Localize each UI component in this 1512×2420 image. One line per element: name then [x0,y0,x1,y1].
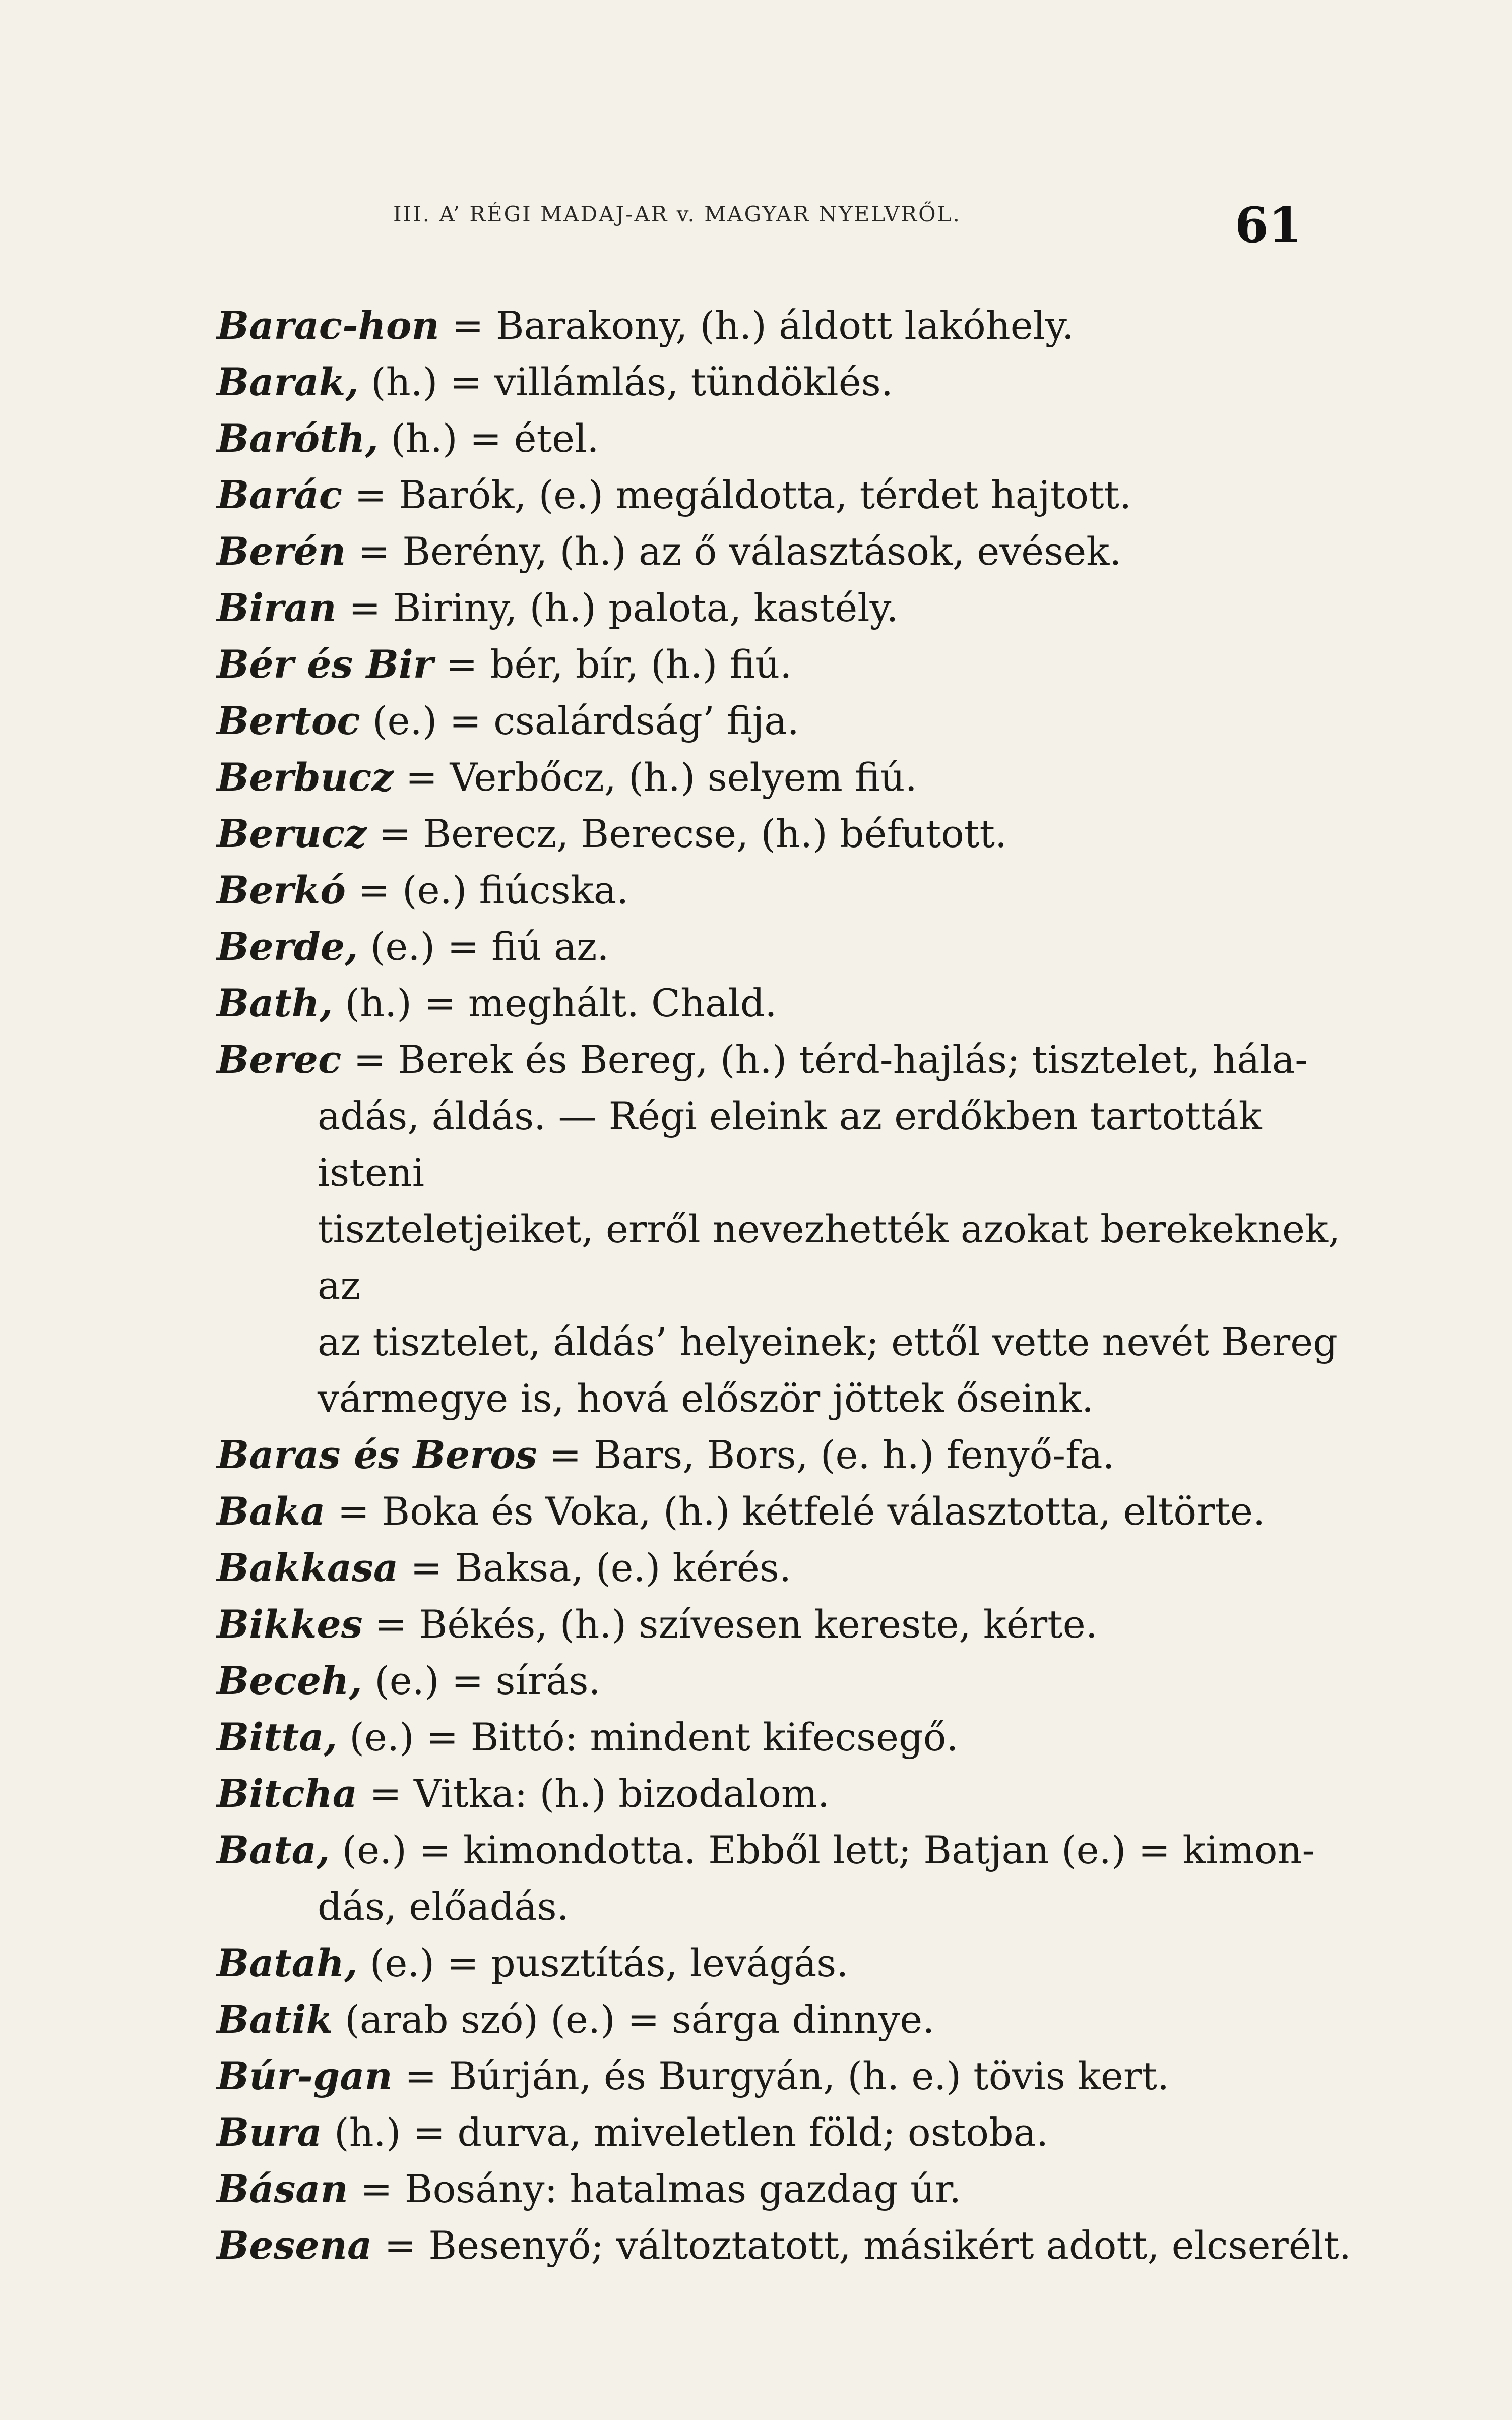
entry-line [217,1709,1376,1766]
entry-line [217,1596,1376,1653]
dictionary-entries [217,297,1376,2274]
entry-line [217,862,1376,919]
entry-text: = Búrján, és Burgyán, (h. e.) tövis kert. [392,2053,1170,2098]
entry-line [217,1766,1376,1822]
entry-continuation [217,1370,1376,1427]
entry-text: = Vitka: (h.) bizodalom. [357,1771,830,1816]
entry-text: (h.) = villámlás, tündöklés. [358,359,893,404]
headword: Bér és Bir [217,642,433,687]
entry-line [217,636,1376,693]
headword: Baras és Beros [217,1432,537,1477]
entry-line [217,1540,1376,1596]
entry-line [217,297,1376,354]
entry-text: = bér, bír, (h.) fiú. [433,642,792,687]
entry-line [217,523,1376,580]
headword: Berén [217,529,346,574]
entry-text: (h.) = meghált. Chald. [333,981,777,1025]
headword: Búr-gan [217,2053,393,2098]
entry-text: (e.) = sírás. [362,1658,601,1703]
headword: Bitta, [217,1715,338,1760]
headword: Besena [217,2223,372,2268]
entry-continuation [217,1201,1376,1314]
entry-text: adás, áldás. — Régi eleink az erdőkben tartották isteni [318,1094,1262,1195]
page-number: 61 [1235,197,1302,254]
headword: Berkó [217,868,346,913]
entry-text: = Bars, Bors, (e. h.) fenyő-fa. [537,1432,1115,1477]
headword: Bikkes [217,1602,363,1647]
entry-continuation [217,1314,1376,1370]
entry-text: = Baksa, (e.) kérés. [398,1545,792,1590]
headword: Básan [217,2166,348,2211]
headword: Bakkasa [217,1545,399,1590]
entry-line [217,919,1376,975]
headword: Bura [217,2110,322,2155]
entry-line [217,2048,1376,2104]
entry-text: (arab szó) (e.) = sárga dinnye. [333,1997,935,2042]
entry-text: (e.) = csalárdság’ fija. [360,698,799,743]
headword: Baka [217,1489,326,1534]
entry-line [217,1935,1376,1991]
headword: Berbucz [217,755,394,800]
entry-line [217,580,1376,636]
headword: Bath, [217,981,333,1025]
entry-text: az tisztelet, áldás’ helyeinek; ettől vette nevét Bereg [318,1319,1338,1364]
headword: Batik [217,1997,333,2042]
entry-text: (e.) = pusztítás, levágás. [357,1941,849,1985]
entry-line [217,1427,1376,1483]
entry-continuation [217,1088,1376,1201]
entry-text: = Besenyő; változtatott, másikért adott, elcserélt. [372,2223,1351,2268]
entry-text: (e.) = Bittó: mindent kifecsegő. [337,1715,959,1760]
entry-line [217,1653,1376,1709]
entry-line [217,1032,1376,1088]
entry-text: = Berek és Bereg, (h.) térd-hajlás; tisztelet, hála- [341,1037,1308,1082]
entry-text: = Biriny, (h.) palota, kastély. [336,585,899,630]
headword: Biran [217,585,337,630]
headword: Barac-hon [217,303,439,348]
entry-text: tiszteletjeiket, erről nevezhették azokat berekeknek, az [318,1206,1341,1308]
entry-line [217,467,1376,523]
headword: Berucz [217,811,367,856]
headword: Berde, [217,924,358,969]
entry-line [217,1991,1376,2048]
entry-line [217,354,1376,410]
headword: Berec [217,1037,342,1082]
entry-text: (e.) = fiú az. [358,924,609,969]
entry-line [217,2104,1376,2161]
entry-text: = Barakony, (h.) áldott lakóhely. [439,303,1074,348]
entry-text: dás, előadás. [318,1884,569,1929]
headword: Bertoc [217,698,360,743]
entry-continuation [217,1879,1376,1935]
headword: Bata, [217,1828,330,1872]
entry-line [217,806,1376,862]
entry-text: = Boka és Voka, (h.) kétfelé választotta, eltörte. [325,1489,1266,1534]
headword: Barác [217,472,343,517]
entry-line [217,1822,1376,1879]
entry-text: (h.) = étel. [379,416,599,461]
entry-text: = Berény, (h.) az ő választások, evések. [346,529,1122,574]
headword: Baróth, [217,416,379,461]
entry-text: (e.) = kimondotta. Ebből lett; Batjan (e.) = kimon- [330,1828,1315,1872]
headword: Batah, [217,1941,358,1985]
entry-line [217,2161,1376,2217]
entry-text: vármegye is, hová először jöttek őseink. [318,1376,1094,1421]
entry-line [217,693,1376,749]
headword: Beceh, [217,1658,362,1703]
entry-line [217,749,1376,806]
entry-text: = Békés, (h.) szívesen kereste, kérte. [362,1602,1098,1647]
entry-text: = Verbőcz, (h.) selyem fiú. [393,755,917,800]
entry-text: = Barók, (e.) megáldotta, térdet hajtott. [342,472,1132,517]
entry-line [217,975,1376,1032]
headword: Barak, [217,359,359,404]
running-header: III. A’ RÉGI MADAJ-AR v. MAGYAR NYELVRŐL. [393,202,961,226]
entry-text: = Bosány: hatalmas gazdag úr. [348,2166,962,2211]
entry-text: (h.) = durva, miveletlen föld; ostoba. [322,2110,1049,2155]
entry-line [217,2217,1376,2274]
headword: Bitcha [217,1771,357,1816]
entry-line [217,410,1376,467]
entry-text: = (e.) fiúcska. [345,868,629,913]
entry-text: = Berecz, Berecse, (h.) béfutott. [366,811,1007,856]
entry-line [217,1483,1376,1540]
